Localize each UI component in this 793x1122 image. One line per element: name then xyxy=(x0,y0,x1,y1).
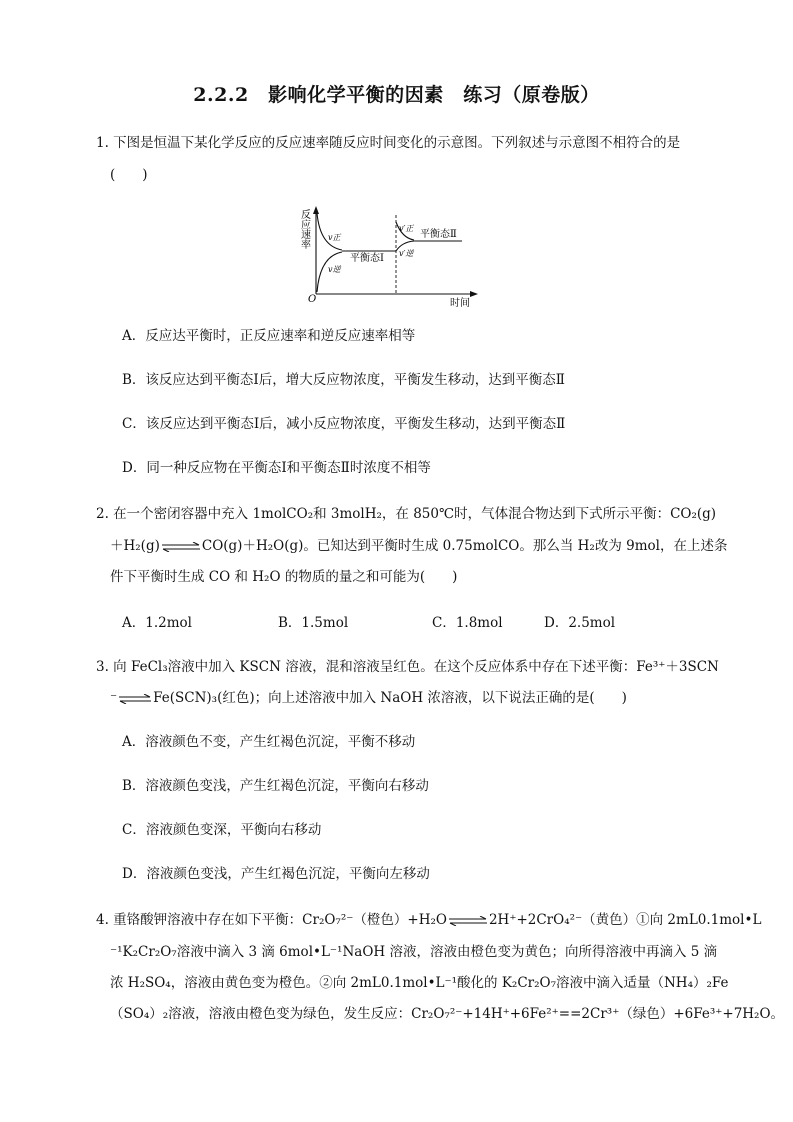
q1-option-d: D．同一种反应物在平衡态Ⅰ和平衡态Ⅱ时浓度不相等 xyxy=(122,460,431,476)
q3-option-c: C．溶液颜色变深，平衡向右移动 xyxy=(122,822,322,838)
q3-line2-left: ⁻ xyxy=(110,690,118,706)
q4-line1-right: 2H⁺+2CrO₄²⁻（黄色）①向 2mL0.1mol•L xyxy=(488,912,762,928)
q3-option-d: D．溶液颜色变浅，产生红褐色沉淀，平衡向左移动 xyxy=(122,866,430,882)
q3-option-b: B．溶液颜色变浅，产生红褐色沉淀，平衡向右移动 xyxy=(122,778,429,794)
figure-y-arrow xyxy=(313,206,319,214)
q1-stem-line2: ( ) xyxy=(110,167,148,183)
q1-option-b: B．该反应达到平衡态Ⅰ后，增大反应物浓度，平衡发生移动，达到平衡态Ⅱ xyxy=(122,372,565,388)
figure-vforward-curve xyxy=(317,213,342,250)
q2-option-b: B．1.5mol xyxy=(278,615,349,631)
q1-option-a: A．反应达平衡时，正反应速率和逆反应速率相等 xyxy=(122,328,416,344)
q4-line2: ⁻¹K₂Cr₂O₇溶液中滴入 3 滴 6mol•L⁻¹NaOH 溶液，溶液由橙色变为黄色；向所得溶液中再滴入 5 滴 xyxy=(110,944,718,960)
figure-label-vreverse-prime: v′逆 xyxy=(399,249,414,258)
q4-line4: （SO₄）₂溶液，溶液由橙色变为绿色，发生反应：Cr₂O₇²⁻+14H⁺+6Fe²⁺==2Cr³⁺（绿色）+6Fe³⁺+7H₂O。 xyxy=(110,1006,785,1022)
figure-x-arrow xyxy=(470,291,478,297)
figure-label-state1: 平衡态Ⅰ xyxy=(350,253,384,264)
q3-line2-right: Fe(SCN)₃(红色)；向上述溶液中加入 NaOH 浓溶液，以下说法正确的是( ) xyxy=(153,690,627,706)
q2-line3: 件下平衡时生成 CO 和 H₂O 的物质的量之和可能为( ) xyxy=(110,569,458,585)
q4-line1-left: 4. 重铬酸钾溶液中存在如下平衡：Cr₂O₇²⁻（橙色）+H₂O xyxy=(96,912,447,928)
q1-stem-line1: 1. 下图是恒温下某化学反应的反应速率随反应时间变化的示意图。下列叙述与示意图不相符合的是 xyxy=(96,135,681,151)
figure-xlabel: 时间 xyxy=(450,298,470,309)
equilibrium-arrow-icon xyxy=(448,916,488,926)
q2-option-d: D．2.5mol xyxy=(544,615,616,631)
q2-options xyxy=(122,611,682,629)
q2-option-a: A．1.2mol xyxy=(122,615,192,631)
equilibrium-arrow-icon xyxy=(161,542,201,552)
q1-rate-time-figure xyxy=(290,198,480,310)
figure-label-vforward-prime: v′正 xyxy=(399,224,414,233)
q2-line2-left: ＋H₂(g) xyxy=(110,538,160,554)
q3-option-a: A．溶液颜色不变，产生红褐色沉淀，平衡不移动 xyxy=(122,734,416,750)
q2-line2 xyxy=(110,537,727,555)
q2-line2-right: CO(g)＋H₂O(g)。已知达到平衡时生成 0.75molCO。那么当 H₂改为 9mol，在上述条 xyxy=(201,538,728,554)
q4-line3: 浓 H₂SO₄，溶液由黄色变为橙色。②向 2mL0.1mol•L⁻¹酸化的 K₂Cr₂O₇溶液中滴入适量（NH₄）₂Fe xyxy=(110,975,729,991)
figure-label-vforward: v正 xyxy=(328,233,341,242)
figure-label-vreverse: v逆 xyxy=(328,265,341,274)
q2-line1: 2. 在一个密闭容器中充入 1molCO₂和 3molH₂，在 850℃时，气体混合物达到下式所示平衡：CO₂(g) xyxy=(96,506,717,522)
figure-label-state2: 平衡态Ⅱ xyxy=(420,229,457,240)
q2-option-c: C．1.8mol xyxy=(432,615,503,631)
figure-ylabel: 反应速率 xyxy=(301,210,311,251)
page-title: 2.2.2 影响化学平衡的因素 练习（原卷版） xyxy=(193,84,600,106)
q3-line1: 3. 向 FeCl₃溶液中加入 KSCN 溶液，混和溶液呈红色。在这个反应体系中存在下述平衡：Fe³⁺＋3SCN xyxy=(96,659,719,675)
equilibrium-arrow-icon xyxy=(118,694,152,704)
q4-line1 xyxy=(96,911,761,929)
figure-origin: O xyxy=(308,294,317,305)
q1-option-c: C．该反应达到平衡态Ⅰ后，减小反应物浓度，平衡发生移动，达到平衡态Ⅱ xyxy=(122,416,566,432)
q3-line2 xyxy=(110,689,627,707)
